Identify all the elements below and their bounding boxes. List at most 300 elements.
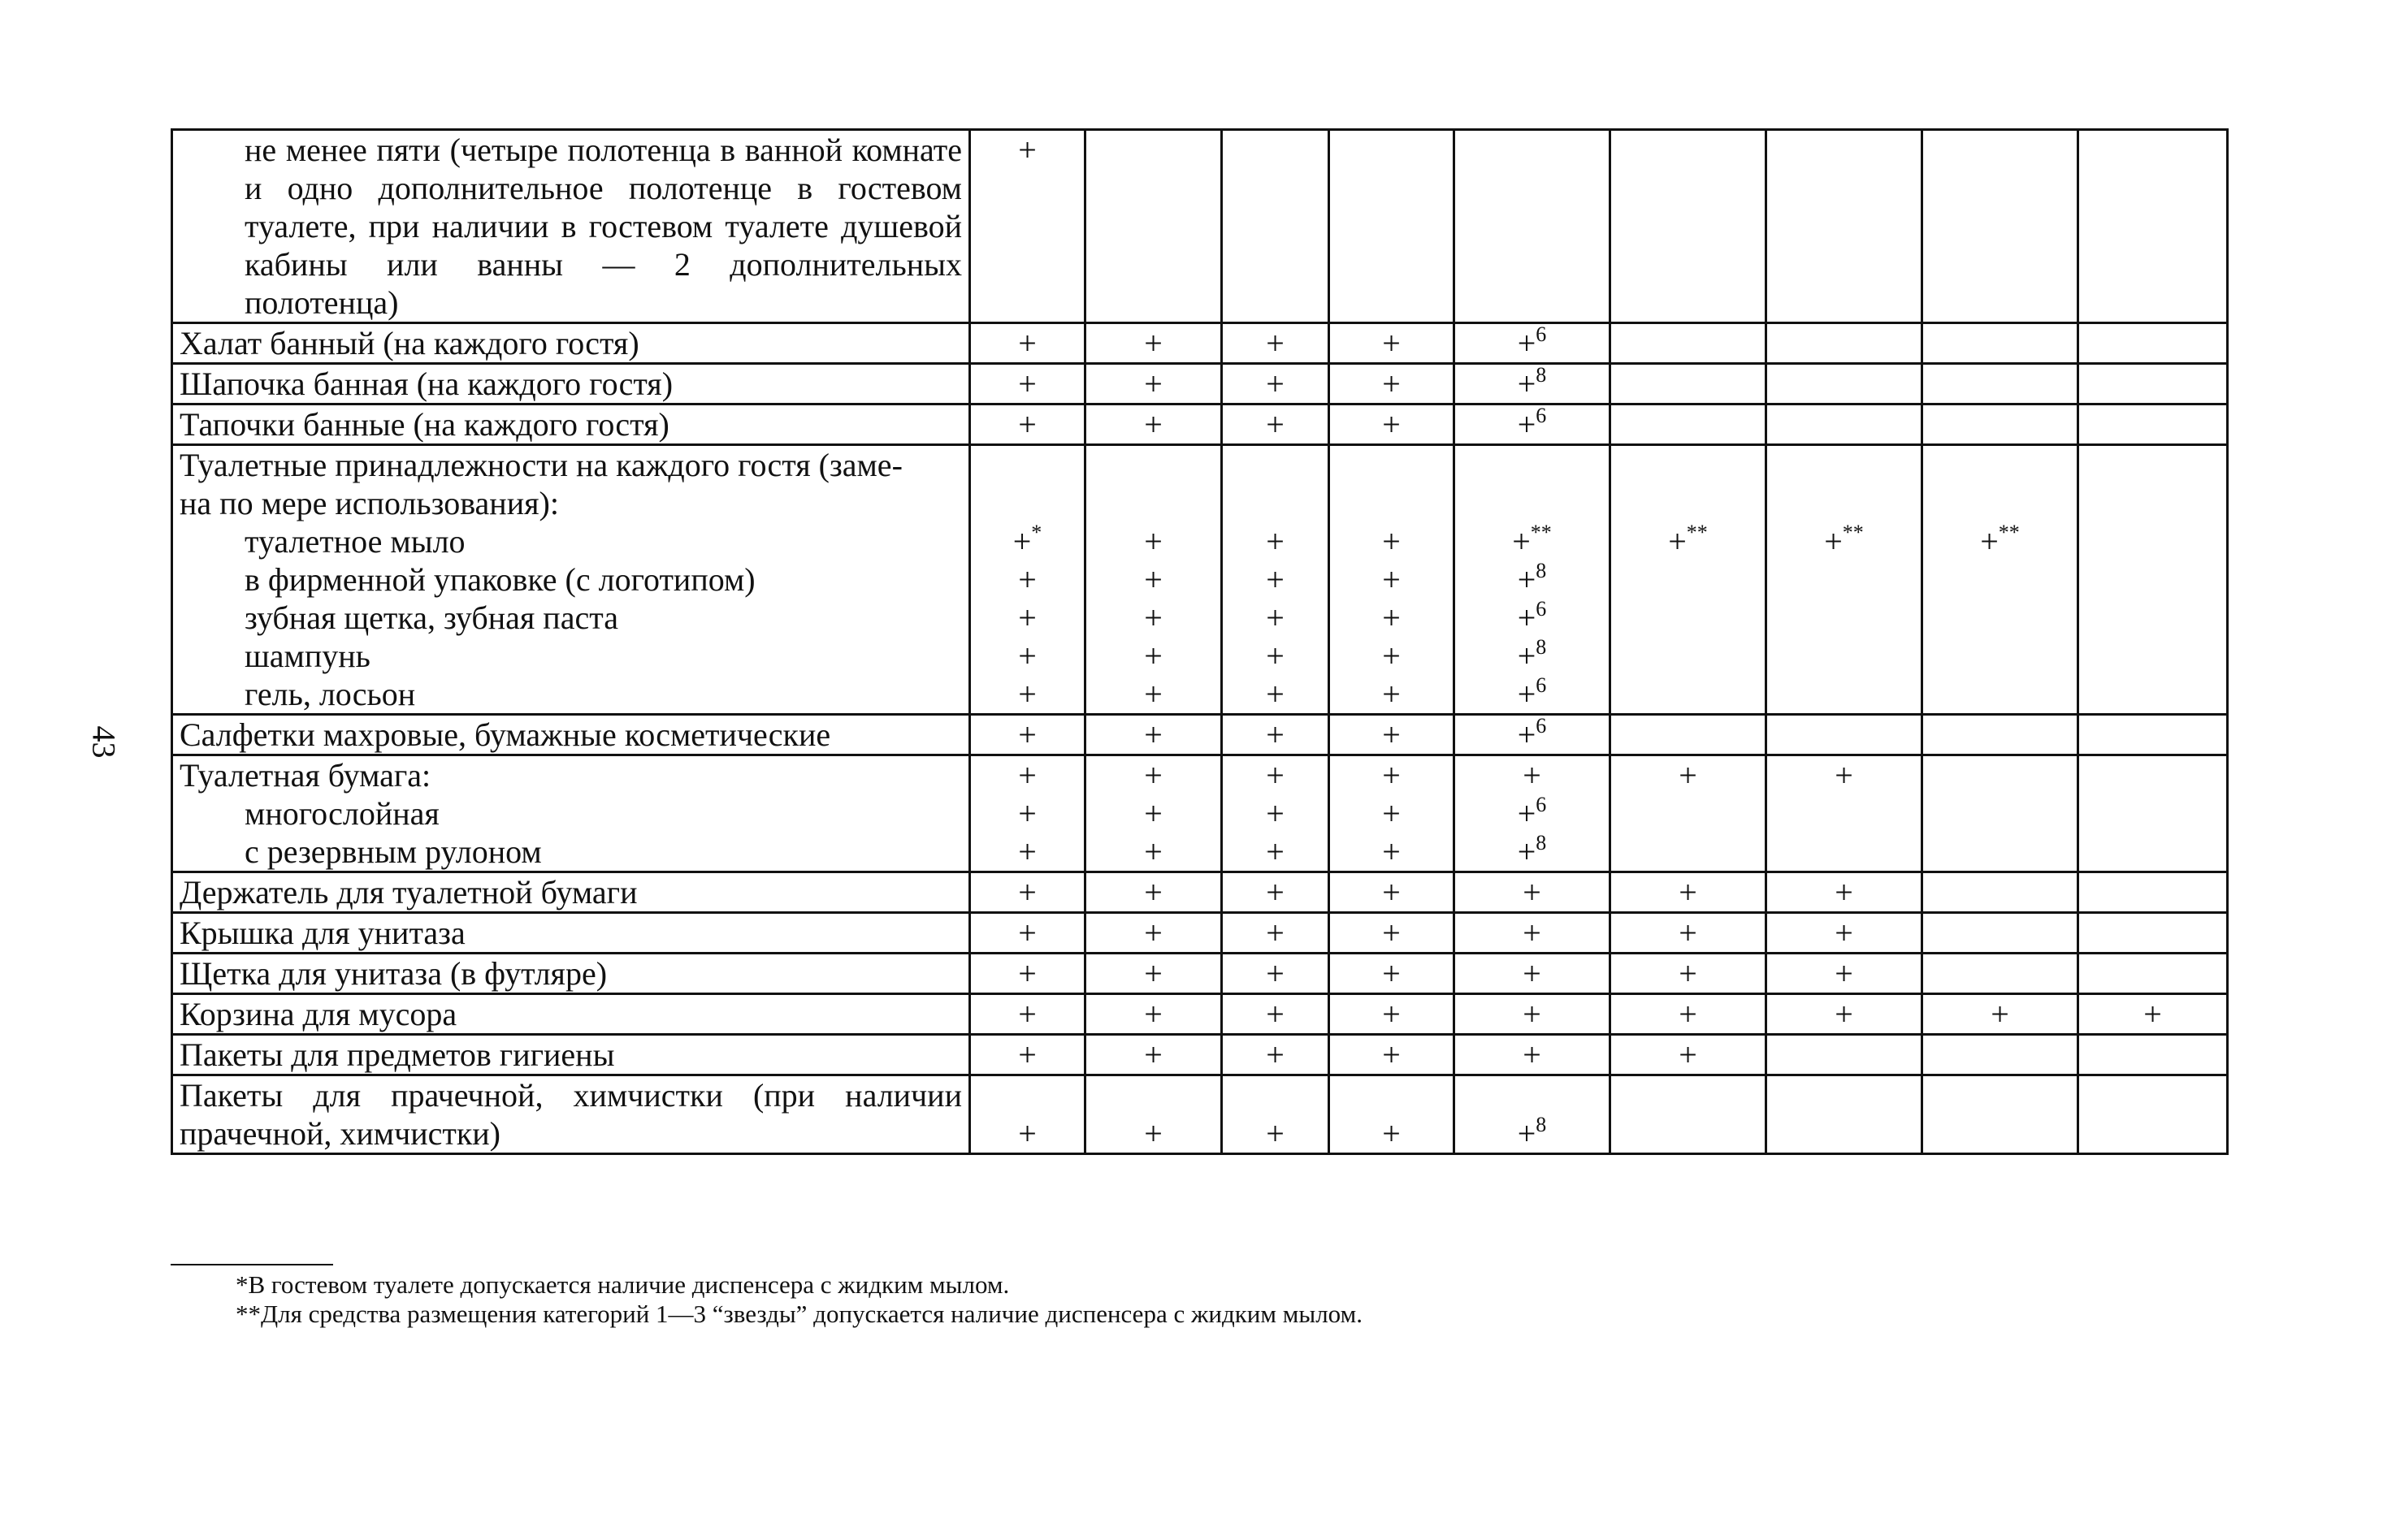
mark-footnote-ref: 6 bbox=[1536, 404, 1547, 427]
mark-symbol: + bbox=[1517, 325, 1536, 361]
plus-mark bbox=[971, 833, 1084, 871]
plus-mark bbox=[1086, 794, 1220, 833]
mark-symbol: + bbox=[1144, 676, 1163, 712]
category-mark-cell bbox=[1454, 445, 1610, 715]
plus-mark bbox=[1223, 1036, 1328, 1074]
mark-symbol: + bbox=[1382, 955, 1401, 992]
plus-mark bbox=[1611, 484, 1765, 522]
category-mark-cell bbox=[1922, 913, 2078, 954]
category-mark-cell bbox=[1766, 954, 1922, 994]
plus-mark bbox=[971, 1036, 1084, 1074]
mark-symbol: + bbox=[1679, 955, 1697, 992]
category-mark-cell bbox=[1454, 954, 1610, 994]
category-mark-cell bbox=[1922, 445, 2078, 715]
row-label bbox=[172, 1035, 970, 1075]
mark-symbol: + bbox=[1523, 955, 1541, 992]
row-label bbox=[172, 445, 970, 715]
mark-symbol: + bbox=[1018, 833, 1037, 870]
mark-footnote-ref: 8 bbox=[1536, 831, 1547, 854]
row-label bbox=[172, 323, 970, 364]
plus-mark bbox=[1767, 365, 1921, 403]
category-mark-cell bbox=[1766, 715, 1922, 755]
category-mark-cell bbox=[1085, 445, 1222, 715]
plus-mark bbox=[1455, 599, 1609, 637]
table-row bbox=[172, 1035, 2228, 1075]
category-mark-cell bbox=[1329, 913, 1454, 954]
mark-symbol: + bbox=[1824, 523, 1843, 560]
mark-symbol: + bbox=[1018, 366, 1037, 402]
plus-mark bbox=[1923, 131, 2077, 169]
plus-mark bbox=[2079, 324, 2226, 362]
category-mark-cell bbox=[1085, 130, 1222, 323]
mark-symbol: + bbox=[1266, 406, 1285, 443]
table-body bbox=[172, 130, 2228, 1154]
plus-mark bbox=[1086, 365, 1220, 403]
plus-mark bbox=[1611, 833, 1765, 871]
mark-symbol: + bbox=[1144, 599, 1163, 636]
category-mark-cell bbox=[1329, 1035, 1454, 1075]
plus-mark bbox=[1455, 675, 1609, 713]
plus-mark bbox=[1611, 131, 1765, 169]
category-mark-cell bbox=[1610, 954, 1766, 994]
plus-mark bbox=[1086, 914, 1220, 952]
mark-symbol: + bbox=[1266, 599, 1285, 636]
mark-symbol: + bbox=[1018, 561, 1037, 598]
row-label-line: гель, лосьон bbox=[245, 676, 416, 712]
category-mark-cell bbox=[1610, 872, 1766, 913]
row-label-line: Туалетные принадлежности на каждого гостя (заме- bbox=[180, 447, 903, 483]
mark-symbol: + bbox=[1517, 599, 1536, 636]
category-mark-cell bbox=[970, 364, 1085, 404]
plus-mark bbox=[1330, 716, 1453, 754]
plus-mark bbox=[1330, 324, 1453, 362]
mark-symbol: + bbox=[1266, 523, 1285, 560]
plus-mark bbox=[1223, 833, 1328, 871]
plus-mark bbox=[2079, 954, 2226, 993]
category-mark-cell bbox=[1085, 1075, 1222, 1154]
mark-symbol: + bbox=[1517, 406, 1536, 443]
mark-symbol: + bbox=[1144, 757, 1163, 794]
plus-mark bbox=[971, 446, 1084, 484]
category-mark-cell bbox=[1222, 1075, 1329, 1154]
plus-mark bbox=[1223, 484, 1328, 522]
mark-symbol: + bbox=[1382, 599, 1401, 636]
row-label bbox=[172, 130, 970, 323]
plus-mark bbox=[1923, 675, 2077, 713]
category-mark-cell bbox=[1222, 1035, 1329, 1075]
plus-mark bbox=[1455, 716, 1609, 754]
row-label-line: Туалетная бумага: bbox=[180, 757, 431, 794]
category-mark-cell bbox=[1922, 954, 2078, 994]
plus-mark bbox=[2079, 833, 2226, 871]
row-label-line: Пакеты для прачечной, химчистки (при наличии прачечной, химчистки) bbox=[180, 1077, 962, 1152]
plus-mark bbox=[1223, 675, 1328, 713]
mark-symbol: + bbox=[1679, 996, 1697, 1032]
plus-mark bbox=[1611, 1076, 1765, 1114]
plus-mark bbox=[1223, 756, 1328, 794]
plus-mark bbox=[2079, 794, 2226, 833]
category-mark-cell bbox=[1222, 913, 1329, 954]
category-mark-cell bbox=[970, 1035, 1085, 1075]
category-mark-cell bbox=[1085, 913, 1222, 954]
category-mark-cell bbox=[1610, 715, 1766, 755]
category-mark-cell bbox=[1766, 1035, 1922, 1075]
plus-mark bbox=[1086, 833, 1220, 871]
category-mark-cell bbox=[1085, 404, 1222, 445]
plus-mark bbox=[1223, 599, 1328, 637]
footnote-2: **Для средства размещения категорий 1—3 “звезды” допускается наличие диспенсера с жидким мылом. bbox=[236, 1300, 1363, 1328]
category-mark-cell bbox=[1454, 323, 1610, 364]
mark-symbol: + bbox=[1144, 874, 1163, 911]
plus-mark bbox=[1086, 324, 1220, 362]
category-mark-cell bbox=[1766, 364, 1922, 404]
category-mark-cell bbox=[2078, 364, 2228, 404]
mark-symbol: + bbox=[1018, 1036, 1037, 1073]
plus-mark bbox=[1611, 365, 1765, 403]
category-mark-cell bbox=[1085, 323, 1222, 364]
category-mark-cell bbox=[970, 1075, 1085, 1154]
plus-mark bbox=[1455, 1036, 1609, 1074]
plus-mark bbox=[1611, 446, 1765, 484]
mark-symbol: + bbox=[1266, 716, 1285, 753]
plus-mark bbox=[1086, 405, 1220, 443]
category-mark-cell bbox=[1766, 323, 1922, 364]
category-mark-cell bbox=[1085, 872, 1222, 913]
plus-mark bbox=[2079, 1036, 2226, 1074]
row-label-line: зубная щетка, зубная паста bbox=[245, 599, 618, 636]
category-mark-cell bbox=[1222, 954, 1329, 994]
plus-mark bbox=[1611, 954, 1765, 993]
mark-footnote-ref: ** bbox=[1686, 521, 1708, 544]
mark-symbol: + bbox=[1266, 561, 1285, 598]
plus-mark bbox=[1767, 599, 1921, 637]
plus-mark bbox=[1086, 675, 1220, 713]
mark-symbol: + bbox=[1679, 915, 1697, 951]
plus-mark bbox=[1086, 599, 1220, 637]
mark-symbol: + bbox=[1382, 366, 1401, 402]
row-label-line: Щетка для унитаза (в футляре) bbox=[180, 955, 608, 992]
plus-mark bbox=[1086, 1114, 1220, 1153]
mark-symbol: + bbox=[1018, 955, 1037, 992]
plus-mark bbox=[1611, 716, 1765, 754]
category-mark-cell bbox=[1922, 323, 2078, 364]
plus-mark bbox=[1767, 560, 1921, 599]
plus-mark bbox=[1223, 560, 1328, 599]
plus-mark bbox=[1923, 1114, 2077, 1153]
mark-symbol: + bbox=[1144, 833, 1163, 870]
category-mark-cell bbox=[2078, 755, 2228, 872]
mark-symbol: + bbox=[1266, 833, 1285, 870]
mark-symbol: + bbox=[1266, 1115, 1285, 1152]
plus-mark bbox=[2079, 995, 2226, 1033]
plus-mark bbox=[1923, 794, 2077, 833]
mark-symbol: + bbox=[1018, 996, 1037, 1032]
category-mark-cell bbox=[1222, 404, 1329, 445]
category-mark-cell bbox=[1329, 1075, 1454, 1154]
category-mark-cell bbox=[1610, 913, 1766, 954]
category-mark-cell bbox=[1766, 913, 1922, 954]
plus-mark bbox=[1223, 954, 1328, 993]
category-mark-cell bbox=[1329, 715, 1454, 755]
row-label-line: Салфетки махровые, бумажные косметические bbox=[180, 716, 831, 753]
plus-mark bbox=[1455, 873, 1609, 911]
mark-footnote-ref: 6 bbox=[1536, 793, 1547, 816]
plus-mark bbox=[1767, 637, 1921, 675]
mark-symbol: + bbox=[1835, 955, 1853, 992]
row-label-line: Крышка для унитаза bbox=[180, 915, 466, 951]
category-mark-cell bbox=[1766, 755, 1922, 872]
plus-mark bbox=[2079, 637, 2226, 675]
mark-symbol: + bbox=[1512, 523, 1531, 560]
plus-mark bbox=[1086, 637, 1220, 675]
mark-symbol: + bbox=[1144, 366, 1163, 402]
plus-mark bbox=[1223, 914, 1328, 952]
plus-mark bbox=[1923, 716, 2077, 754]
plus-mark bbox=[1330, 873, 1453, 911]
plus-mark bbox=[971, 995, 1084, 1033]
plus-mark bbox=[1086, 484, 1220, 522]
mark-symbol: + bbox=[1517, 366, 1536, 402]
category-mark-cell bbox=[2078, 404, 2228, 445]
plus-mark bbox=[2079, 716, 2226, 754]
plus-mark bbox=[2079, 1114, 2226, 1153]
plus-mark bbox=[2079, 446, 2226, 484]
category-mark-cell bbox=[1454, 755, 1610, 872]
plus-mark bbox=[1455, 522, 1609, 560]
mark-symbol: + bbox=[1144, 795, 1163, 832]
category-mark-cell bbox=[1922, 872, 2078, 913]
category-mark-cell bbox=[1222, 364, 1329, 404]
category-mark-cell bbox=[2078, 323, 2228, 364]
category-mark-cell bbox=[1766, 872, 1922, 913]
category-mark-cell bbox=[1454, 364, 1610, 404]
plus-mark bbox=[1330, 675, 1453, 713]
mark-symbol: + bbox=[1266, 366, 1285, 402]
plus-mark bbox=[1923, 954, 2077, 993]
plus-mark bbox=[1923, 637, 2077, 675]
category-mark-cell bbox=[970, 323, 1085, 364]
mark-footnote-ref: ** bbox=[1530, 521, 1552, 544]
category-mark-cell bbox=[970, 872, 1085, 913]
category-mark-cell bbox=[1222, 445, 1329, 715]
mark-symbol: + bbox=[1382, 795, 1401, 832]
plus-mark bbox=[1767, 675, 1921, 713]
plus-mark bbox=[2079, 365, 2226, 403]
plus-mark bbox=[1923, 599, 2077, 637]
plus-mark bbox=[1455, 365, 1609, 403]
category-mark-cell bbox=[2078, 994, 2228, 1035]
plus-mark bbox=[1330, 599, 1453, 637]
table-row bbox=[172, 872, 2228, 913]
category-mark-cell bbox=[1454, 130, 1610, 323]
plus-mark bbox=[1611, 794, 1765, 833]
plus-mark bbox=[1086, 873, 1220, 911]
category-mark-cell bbox=[2078, 1035, 2228, 1075]
amenities-table bbox=[171, 128, 2229, 1155]
mark-symbol: + bbox=[1266, 638, 1285, 674]
table-row bbox=[172, 130, 2228, 323]
plus-mark bbox=[1767, 446, 1921, 484]
table-row bbox=[172, 755, 2228, 872]
category-mark-cell bbox=[1922, 715, 2078, 755]
category-mark-cell bbox=[1085, 715, 1222, 755]
plus-mark bbox=[1223, 405, 1328, 443]
mark-symbol: + bbox=[1144, 1036, 1163, 1073]
plus-mark bbox=[1086, 756, 1220, 794]
category-mark-cell bbox=[1922, 364, 2078, 404]
category-mark-cell bbox=[1222, 130, 1329, 323]
mark-footnote-ref: 8 bbox=[1536, 559, 1547, 582]
plus-mark bbox=[1767, 484, 1921, 522]
plus-mark bbox=[971, 522, 1084, 560]
plus-mark bbox=[1330, 365, 1453, 403]
plus-mark bbox=[1330, 914, 1453, 952]
mark-symbol: + bbox=[1382, 833, 1401, 870]
row-label bbox=[172, 994, 970, 1035]
mark-symbol: + bbox=[1266, 955, 1285, 992]
category-mark-cell bbox=[1610, 445, 1766, 715]
mark-footnote-ref: ** bbox=[1842, 521, 1864, 544]
category-mark-cell bbox=[1085, 954, 1222, 994]
row-label bbox=[172, 954, 970, 994]
row-label-line: с резервным рулоном bbox=[245, 833, 542, 870]
category-mark-cell bbox=[970, 130, 1085, 323]
category-mark-cell bbox=[1222, 755, 1329, 872]
category-mark-cell bbox=[1085, 755, 1222, 872]
category-mark-cell bbox=[1085, 994, 1222, 1035]
category-mark-cell bbox=[1329, 130, 1454, 323]
mark-symbol: + bbox=[1266, 1036, 1285, 1073]
row-label-line: в фирменной упаковке (с логотипом) bbox=[245, 561, 756, 598]
mark-symbol: + bbox=[1517, 1115, 1536, 1152]
category-mark-cell bbox=[970, 715, 1085, 755]
table-row bbox=[172, 954, 2228, 994]
mark-symbol: + bbox=[1144, 406, 1163, 443]
category-mark-cell bbox=[1454, 872, 1610, 913]
plus-mark bbox=[1611, 637, 1765, 675]
category-mark-cell bbox=[1329, 364, 1454, 404]
plus-mark bbox=[1767, 954, 1921, 993]
plus-mark bbox=[1086, 1036, 1220, 1074]
plus-mark bbox=[1223, 1076, 1328, 1114]
plus-mark bbox=[1455, 405, 1609, 443]
mark-symbol: + bbox=[1382, 325, 1401, 361]
plus-mark bbox=[1923, 833, 2077, 871]
category-mark-cell bbox=[2078, 913, 2228, 954]
row-label-line: Шапочка банная (на каждого гостя) bbox=[180, 366, 674, 402]
mark-symbol: + bbox=[1018, 757, 1037, 794]
mark-footnote-ref: 6 bbox=[1536, 322, 1547, 346]
mark-symbol: + bbox=[1266, 996, 1285, 1032]
mark-symbol: + bbox=[1679, 874, 1697, 911]
plus-mark bbox=[971, 560, 1084, 599]
plus-mark bbox=[2079, 522, 2226, 560]
mark-symbol: + bbox=[1012, 523, 1032, 560]
plus-mark bbox=[971, 484, 1084, 522]
category-mark-cell bbox=[1222, 715, 1329, 755]
row-label bbox=[172, 872, 970, 913]
plus-mark bbox=[971, 637, 1084, 675]
plus-mark bbox=[971, 365, 1084, 403]
plus-mark bbox=[1223, 716, 1328, 754]
mark-symbol: + bbox=[1523, 874, 1541, 911]
category-mark-cell bbox=[1222, 323, 1329, 364]
table-row bbox=[172, 445, 2228, 715]
mark-symbol: + bbox=[1144, 561, 1163, 598]
mark-symbol: + bbox=[2143, 996, 2162, 1032]
mark-footnote-ref: 8 bbox=[1536, 635, 1547, 659]
plus-mark bbox=[2079, 560, 2226, 599]
plus-mark bbox=[1923, 484, 2077, 522]
plus-mark bbox=[1923, 756, 2077, 794]
plus-mark bbox=[2079, 484, 2226, 522]
plus-mark bbox=[971, 675, 1084, 713]
category-mark-cell bbox=[1329, 994, 1454, 1035]
plus-mark bbox=[1923, 873, 2077, 911]
plus-mark bbox=[971, 954, 1084, 993]
plus-mark bbox=[971, 716, 1084, 754]
plus-mark bbox=[1330, 1036, 1453, 1074]
plus-mark bbox=[1767, 405, 1921, 443]
plus-mark bbox=[1086, 1076, 1220, 1114]
mark-symbol: + bbox=[1382, 676, 1401, 712]
mark-symbol: + bbox=[1144, 915, 1163, 951]
plus-mark bbox=[1923, 446, 2077, 484]
plus-mark bbox=[1923, 324, 2077, 362]
mark-symbol: + bbox=[1266, 325, 1285, 361]
mark-symbol: + bbox=[1144, 1115, 1163, 1152]
plus-mark bbox=[1611, 995, 1765, 1033]
category-mark-cell bbox=[1610, 994, 1766, 1035]
plus-mark bbox=[1330, 522, 1453, 560]
category-mark-cell bbox=[970, 994, 1085, 1035]
plus-mark bbox=[1330, 995, 1453, 1033]
plus-mark bbox=[1611, 560, 1765, 599]
mark-symbol: + bbox=[1018, 676, 1037, 712]
plus-mark bbox=[1923, 522, 2077, 560]
category-mark-cell bbox=[1454, 715, 1610, 755]
plus-mark bbox=[1455, 446, 1609, 484]
mark-symbol: + bbox=[1382, 757, 1401, 794]
category-mark-cell bbox=[1922, 404, 2078, 445]
plus-mark bbox=[1086, 560, 1220, 599]
plus-mark bbox=[1611, 756, 1765, 794]
plus-mark bbox=[1330, 833, 1453, 871]
mark-symbol: + bbox=[1266, 676, 1285, 712]
plus-mark bbox=[1223, 365, 1328, 403]
category-mark-cell bbox=[1222, 994, 1329, 1035]
table-row bbox=[172, 994, 2228, 1035]
mark-symbol: + bbox=[1835, 996, 1853, 1032]
plus-mark bbox=[1767, 716, 1921, 754]
plus-mark bbox=[1767, 324, 1921, 362]
plus-mark bbox=[1611, 1114, 1765, 1153]
plus-mark bbox=[1223, 131, 1328, 169]
mark-symbol: + bbox=[1835, 874, 1853, 911]
category-mark-cell bbox=[1610, 130, 1766, 323]
category-mark-cell bbox=[1766, 404, 1922, 445]
mark-symbol: + bbox=[1382, 523, 1401, 560]
plus-mark bbox=[1330, 1076, 1453, 1114]
table-row bbox=[172, 1075, 2228, 1154]
plus-mark bbox=[1455, 131, 1609, 169]
plus-mark bbox=[1767, 1114, 1921, 1153]
mark-symbol: + bbox=[1835, 757, 1853, 794]
plus-mark bbox=[1086, 995, 1220, 1033]
plus-mark bbox=[1223, 522, 1328, 560]
plus-mark bbox=[1223, 1114, 1328, 1153]
plus-mark bbox=[1455, 833, 1609, 871]
